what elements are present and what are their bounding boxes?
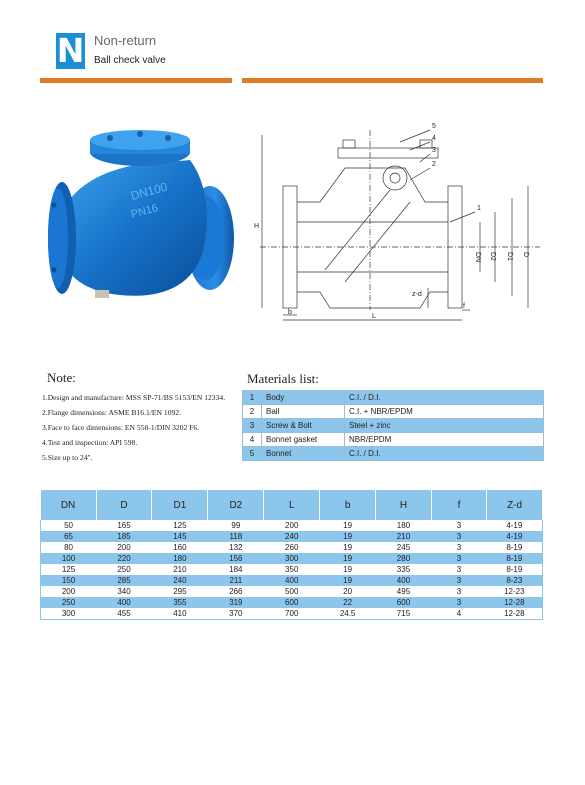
notes-list xyxy=(42,390,225,465)
table-cell: 19 xyxy=(320,575,376,586)
column-header: Z-d xyxy=(487,490,543,520)
product-name: Ball check valve xyxy=(94,55,166,66)
table-cell: 285 xyxy=(96,575,152,586)
material-part: Ball xyxy=(262,405,345,419)
table-cell: 500 xyxy=(264,586,320,597)
table-cell: 3 xyxy=(431,586,486,597)
table-cell: 3 xyxy=(431,531,486,542)
table-cell: 99 xyxy=(208,520,264,531)
table-cell: 65 xyxy=(41,531,97,542)
table-row xyxy=(41,586,543,597)
table-cell: 211 xyxy=(208,575,264,586)
table-cell: 3 xyxy=(431,564,486,575)
column-header: L xyxy=(264,490,320,520)
table-cell: 19 xyxy=(320,564,376,575)
table-cell: 8-19 xyxy=(487,564,543,575)
table-cell: 245 xyxy=(376,542,432,553)
table-cell: 240 xyxy=(264,531,320,542)
note-item: 5.Size up to 24". xyxy=(42,453,93,462)
table-cell: 400 xyxy=(96,597,152,608)
table-cell: 180 xyxy=(376,520,432,531)
table-cell: 156 xyxy=(208,553,264,564)
table-cell: 22 xyxy=(320,597,376,608)
table-cell: 132 xyxy=(208,542,264,553)
valve-photo xyxy=(40,120,240,320)
table-cell: 455 xyxy=(96,608,152,620)
table-cell: 280 xyxy=(376,553,432,564)
table-cell: 355 xyxy=(152,597,208,608)
table-row xyxy=(41,564,543,575)
dimensions-header-row xyxy=(41,490,543,520)
materials-row xyxy=(243,433,544,447)
table-cell: 165 xyxy=(96,520,152,531)
materials-row xyxy=(243,391,544,405)
material-part: Body xyxy=(262,391,345,405)
table-cell: 370 xyxy=(208,608,264,620)
materials-row xyxy=(243,447,544,461)
table-row xyxy=(41,553,543,564)
column-header: H xyxy=(376,490,432,520)
callout-3: 3 xyxy=(432,147,436,154)
product-category: Non-return xyxy=(94,33,157,48)
table-cell: 4-19 xyxy=(487,520,543,531)
dim-d1: D1 xyxy=(506,252,513,261)
table-cell: 4 xyxy=(431,608,486,620)
column-header: b xyxy=(320,490,376,520)
table-cell: 240 xyxy=(152,575,208,586)
material-name: NBR/EPDM xyxy=(345,433,544,447)
material-name: C.I. / D.I. xyxy=(345,447,544,461)
dim-dn: DN xyxy=(474,252,481,263)
table-cell: 260 xyxy=(264,542,320,553)
table-cell: 210 xyxy=(376,531,432,542)
note-item: 3.Face to face dimensions: EN 558-1/DIN 3202 F6. xyxy=(42,423,200,432)
table-cell: 150 xyxy=(41,575,97,586)
material-no: 4 xyxy=(243,433,262,447)
table-cell: 125 xyxy=(41,564,97,575)
table-cell: 12-28 xyxy=(487,597,543,608)
table-cell: 185 xyxy=(96,531,152,542)
callout-1: 1 xyxy=(477,205,481,212)
table-cell: 19 xyxy=(320,531,376,542)
table-row xyxy=(41,597,543,608)
table-cell: 180 xyxy=(152,553,208,564)
table-cell: 410 xyxy=(152,608,208,620)
table-cell: 250 xyxy=(96,564,152,575)
table-cell: 125 xyxy=(152,520,208,531)
table-cell: 100 xyxy=(41,553,97,564)
dim-l: L xyxy=(372,313,376,320)
cross-section-drawing xyxy=(250,110,550,330)
table-cell: 19 xyxy=(320,553,376,564)
material-part: Bonnet gasket xyxy=(262,433,345,447)
dimensions-table xyxy=(40,490,543,620)
table-cell: 350 xyxy=(264,564,320,575)
table-cell: 495 xyxy=(376,586,432,597)
column-header: D2 xyxy=(208,490,264,520)
brand-logo: N xyxy=(56,31,85,70)
material-part: Bonnet xyxy=(262,447,345,461)
table-cell: 700 xyxy=(264,608,320,620)
header-rule-right xyxy=(242,78,543,83)
table-cell: 20 xyxy=(320,586,376,597)
table-cell: 19 xyxy=(320,542,376,553)
header-rule-left xyxy=(40,78,232,83)
table-cell: 3 xyxy=(431,597,486,608)
material-name: C.I. / D.I. xyxy=(345,391,544,405)
table-cell: 3 xyxy=(431,542,486,553)
material-no: 3 xyxy=(243,419,262,433)
table-cell: 8-23 xyxy=(487,575,543,586)
note-item: 2.Flange dimensions: ASME B16.1/EN 1092. xyxy=(42,408,182,417)
material-no: 2 xyxy=(243,405,262,419)
table-cell: 200 xyxy=(96,542,152,553)
callout-2: 2 xyxy=(432,161,436,168)
callout-4: 4 xyxy=(432,135,436,142)
table-cell: 250 xyxy=(41,597,97,608)
materials-row xyxy=(243,419,544,433)
table-cell: 220 xyxy=(96,553,152,564)
table-cell: 319 xyxy=(208,597,264,608)
notes-title: Note: xyxy=(47,370,76,385)
material-no: 5 xyxy=(243,447,262,461)
material-part: Screw & Bolt xyxy=(262,419,345,433)
dim-d: D xyxy=(522,252,529,258)
table-cell: 3 xyxy=(431,575,486,586)
table-cell: 160 xyxy=(152,542,208,553)
callout-5: 5 xyxy=(432,123,436,130)
table-cell: 300 xyxy=(264,553,320,564)
table-cell: 400 xyxy=(264,575,320,586)
column-header: DN xyxy=(41,490,97,520)
table-row xyxy=(41,542,543,553)
table-cell: 295 xyxy=(152,586,208,597)
materials-row xyxy=(243,405,544,419)
material-name: C.I. + NBR/EPDM xyxy=(345,405,544,419)
table-row xyxy=(41,575,543,586)
table-cell: 12-28 xyxy=(487,608,543,620)
table-cell: 4-19 xyxy=(487,531,543,542)
table-cell: 24.5 xyxy=(320,608,376,620)
dim-d2: D2 xyxy=(489,252,496,261)
dim-f: f xyxy=(463,303,465,310)
table-cell: 12-23 xyxy=(487,586,543,597)
table-cell: 145 xyxy=(152,531,208,542)
svg-text:DN100: DN100 xyxy=(129,179,169,203)
table-cell: 715 xyxy=(376,608,432,620)
table-cell: 3 xyxy=(431,553,486,564)
materials-title: Materials list: xyxy=(247,371,319,386)
column-header: f xyxy=(431,490,486,520)
table-cell: 184 xyxy=(208,564,264,575)
table-cell: 400 xyxy=(376,575,432,586)
table-row xyxy=(41,520,543,531)
table-cell: 19 xyxy=(320,520,376,531)
svg-text:PN16: PN16 xyxy=(129,202,160,221)
table-cell: 80 xyxy=(41,542,97,553)
table-cell: 50 xyxy=(41,520,97,531)
table-cell: 118 xyxy=(208,531,264,542)
table-cell: 8-19 xyxy=(487,553,543,564)
table-cell: 8-19 xyxy=(487,542,543,553)
table-cell: 335 xyxy=(376,564,432,575)
note-item: 1.Design and manufacture: MSS SP-71/BS 5153/EN 12334. xyxy=(42,393,226,402)
table-row xyxy=(41,608,543,620)
column-header: D xyxy=(96,490,152,520)
table-row xyxy=(41,531,543,542)
table-cell: 600 xyxy=(264,597,320,608)
material-name: Steel + zinc xyxy=(345,419,544,433)
table-cell: 300 xyxy=(41,608,97,620)
table-cell: 600 xyxy=(376,597,432,608)
material-no: 1 xyxy=(243,391,262,405)
note-item: 4.Test and inspection: API 598. xyxy=(42,438,138,447)
materials-table xyxy=(242,390,544,461)
table-cell: 266 xyxy=(208,586,264,597)
column-header: D1 xyxy=(152,490,208,520)
dim-h: H xyxy=(254,223,260,230)
table-cell: 340 xyxy=(96,586,152,597)
table-cell: 3 xyxy=(431,520,486,531)
table-cell: 200 xyxy=(264,520,320,531)
table-cell: 210 xyxy=(152,564,208,575)
dim-zd: z-d xyxy=(412,291,422,298)
dimensions-body xyxy=(41,520,543,620)
table-cell: 200 xyxy=(41,586,97,597)
dim-b: b xyxy=(288,309,292,316)
